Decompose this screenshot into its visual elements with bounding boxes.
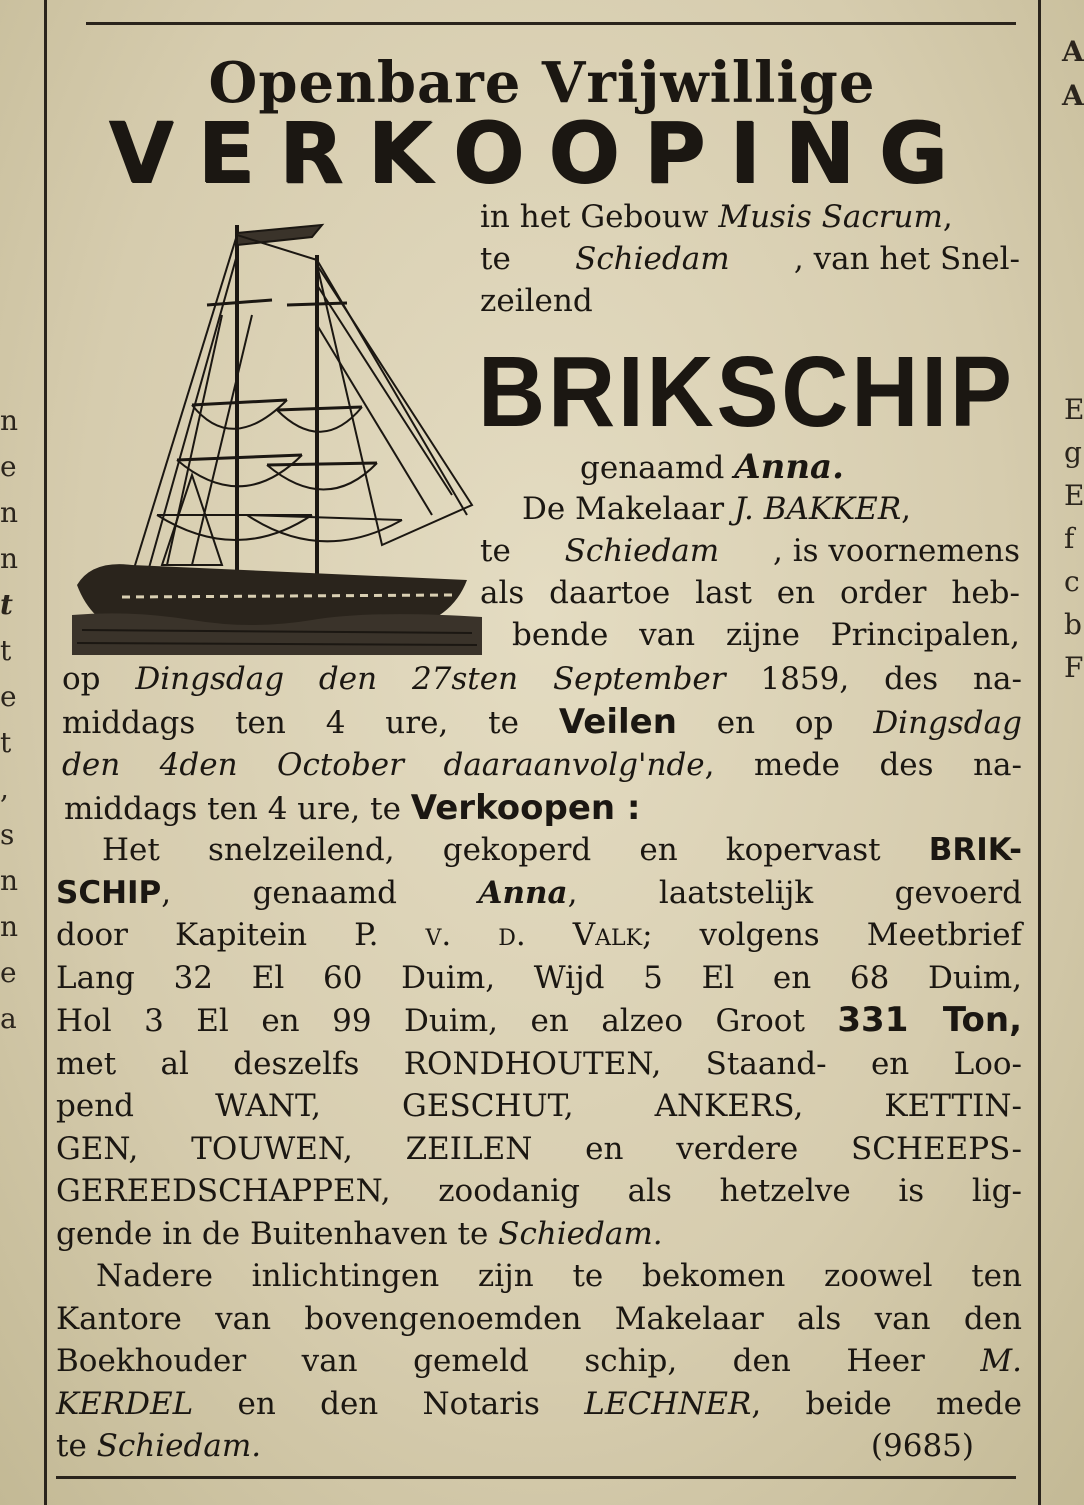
named-label: genaamd bbox=[580, 450, 735, 486]
margin-letter: A bbox=[1062, 79, 1084, 112]
body-line: Lang 32 El 60 Duim, Wijd 5 El en 68 Duim, bbox=[56, 959, 1022, 996]
date-text: Dingsdag den 27sten September bbox=[135, 661, 726, 697]
ship-type-word: SCHIP bbox=[56, 874, 162, 911]
body-line bbox=[62, 744, 1022, 787]
text: te bbox=[56, 1428, 97, 1464]
text: en op bbox=[676, 704, 874, 741]
intro-text: te bbox=[480, 241, 511, 277]
intro-line-3: zeilend bbox=[480, 283, 593, 319]
margin-letter: f bbox=[1064, 522, 1075, 555]
named-line bbox=[580, 446, 844, 489]
margin-letter: , bbox=[0, 772, 9, 805]
margin-letter: c bbox=[1064, 565, 1080, 598]
body-line bbox=[62, 658, 1022, 701]
body-line bbox=[56, 1340, 1022, 1383]
left-neighbor-column bbox=[0, 398, 24, 1042]
text: middags ten 4 ure, te bbox=[64, 790, 411, 827]
text: Het snelzeilend, gekoperd en kopervast bbox=[102, 832, 929, 868]
body-line bbox=[56, 872, 1022, 915]
broker-line-1 bbox=[522, 488, 911, 530]
description-body bbox=[56, 829, 1022, 1468]
margin-letter: e bbox=[0, 450, 17, 483]
body-line bbox=[56, 914, 1022, 957]
body-line: Kantore van bovengenoemden Makelaar als van den bbox=[56, 1300, 1022, 1337]
body-line: Nadere inlichtingen zijn te bekomen zoowel ten bbox=[96, 1258, 1022, 1294]
body-line: pend WANT, GESCHUT, ANKERS, KETTIN- bbox=[56, 1088, 1022, 1124]
margin-letter: n bbox=[0, 542, 19, 575]
margin-letter: t bbox=[0, 726, 12, 759]
text: , beide mede bbox=[751, 1385, 1022, 1422]
broker-text: , is voornemens bbox=[773, 533, 1020, 569]
ship-name: Anna. bbox=[734, 447, 844, 487]
date-text: Dingsdag bbox=[873, 704, 1022, 741]
margin-letter: F bbox=[1064, 651, 1084, 684]
margin-letter: e bbox=[0, 956, 17, 989]
ship-type-word: BRIK- bbox=[928, 832, 1022, 868]
advertisement-body bbox=[62, 658, 1022, 830]
margin-letter: n bbox=[0, 864, 19, 897]
text: gende in de Buitenhaven te bbox=[56, 1215, 499, 1252]
broker-line-3: als daartoe last en order heb- bbox=[480, 575, 1020, 611]
date-text: den 4den October daaraanvolg'nde bbox=[62, 747, 705, 783]
left-column-rule bbox=[44, 0, 47, 1505]
tonnage: 331 Ton, bbox=[837, 1000, 1022, 1040]
margin-letter: n bbox=[0, 404, 19, 437]
ad-number: (9685) bbox=[870, 1428, 974, 1464]
text: Hol 3 El en 99 Duim, en alzeo Groot bbox=[56, 1003, 838, 1039]
person-name: KERDEL bbox=[56, 1385, 194, 1422]
broker-line-2 bbox=[480, 530, 1020, 572]
place-name: Schiedam bbox=[564, 533, 720, 569]
margin-letter: A bbox=[1062, 35, 1084, 68]
text: ; volgens Meetbrief bbox=[642, 917, 1023, 953]
action-word: Veilen bbox=[558, 701, 677, 742]
captain-name: P. v. d. Valk bbox=[354, 917, 643, 953]
punctuation: , bbox=[901, 491, 912, 527]
body-line: GEN, TOUWEN, ZEILEN en verdere SCHEEPS- bbox=[56, 1130, 1022, 1167]
body-line bbox=[62, 787, 1022, 831]
action-word: Verkoopen : bbox=[410, 787, 641, 828]
intro-text: in het Gebouw bbox=[480, 199, 719, 235]
right-column-rule bbox=[1038, 0, 1041, 1505]
margin-letter: t bbox=[0, 634, 12, 667]
top-rule bbox=[86, 22, 1016, 25]
header-line-1: Openbare Vrijwillige bbox=[208, 50, 876, 116]
intro-line-1 bbox=[480, 196, 953, 238]
broker-text: te bbox=[480, 533, 511, 569]
margin-letter: b bbox=[1064, 608, 1082, 641]
body-line bbox=[56, 829, 1022, 872]
margin-letter: E bbox=[1064, 479, 1084, 512]
venue-name: Musis Sacrum bbox=[718, 199, 943, 235]
ship-name: Anna bbox=[478, 874, 568, 911]
intro-line-2 bbox=[480, 238, 1020, 280]
margin-letter: a bbox=[0, 1002, 17, 1035]
broker-text: De Makelaar bbox=[522, 491, 734, 527]
margin-letter: t bbox=[0, 588, 13, 621]
body-line bbox=[56, 1213, 1022, 1256]
person-name: LECHNER bbox=[584, 1385, 752, 1422]
margin-letter: n bbox=[0, 496, 19, 529]
right-neighbor-column-lower bbox=[1064, 388, 1084, 689]
text: door Kapitein bbox=[56, 917, 355, 953]
text: , mede des na- bbox=[704, 747, 1023, 783]
ship-type-heading: BRIKSCHIP bbox=[478, 336, 1015, 448]
body-line bbox=[56, 1383, 1022, 1426]
body-line bbox=[62, 701, 1022, 745]
text: Boekhouder van gemeld schip, den Heer bbox=[56, 1343, 981, 1379]
place-name: Schiedam bbox=[575, 241, 730, 277]
body-line bbox=[56, 999, 1022, 1043]
broker-name: J. BAKKER bbox=[733, 491, 902, 527]
text: 1859, des na- bbox=[725, 661, 1022, 697]
bottom-rule bbox=[56, 1476, 1016, 1479]
ship-engraving-image bbox=[72, 215, 482, 665]
body-line bbox=[56, 1425, 1022, 1468]
margin-letter: E bbox=[1064, 393, 1084, 426]
text: op bbox=[62, 661, 136, 697]
punctuation: , bbox=[942, 199, 953, 235]
margin-letter: n bbox=[0, 910, 19, 943]
margin-letter: e bbox=[0, 680, 17, 713]
margin-letter: g bbox=[1064, 436, 1082, 469]
body-line: GEREEDSCHAPPEN, zoodanig als hetzelve is lig- bbox=[56, 1173, 1022, 1209]
intro-text: , van het Snel- bbox=[793, 241, 1020, 277]
broker-line-4: bende van zijne Principalen, bbox=[512, 617, 1020, 653]
body-line: met al deszelfs RONDHOUTEN, Staand- en Loo- bbox=[56, 1045, 1022, 1082]
text: , laatstelijk gevoerd bbox=[567, 874, 1022, 911]
header-line-2: VERKOOPING bbox=[108, 104, 972, 202]
text: en den Notaris bbox=[193, 1385, 585, 1422]
place-name: Schiedam. bbox=[498, 1215, 663, 1252]
margin-letter: s bbox=[0, 818, 15, 851]
text: , genaamd bbox=[161, 874, 479, 911]
text: middags ten 4 ure, te bbox=[62, 704, 559, 741]
place-name: Schiedam. bbox=[96, 1428, 262, 1464]
person-name: M. bbox=[980, 1343, 1022, 1379]
